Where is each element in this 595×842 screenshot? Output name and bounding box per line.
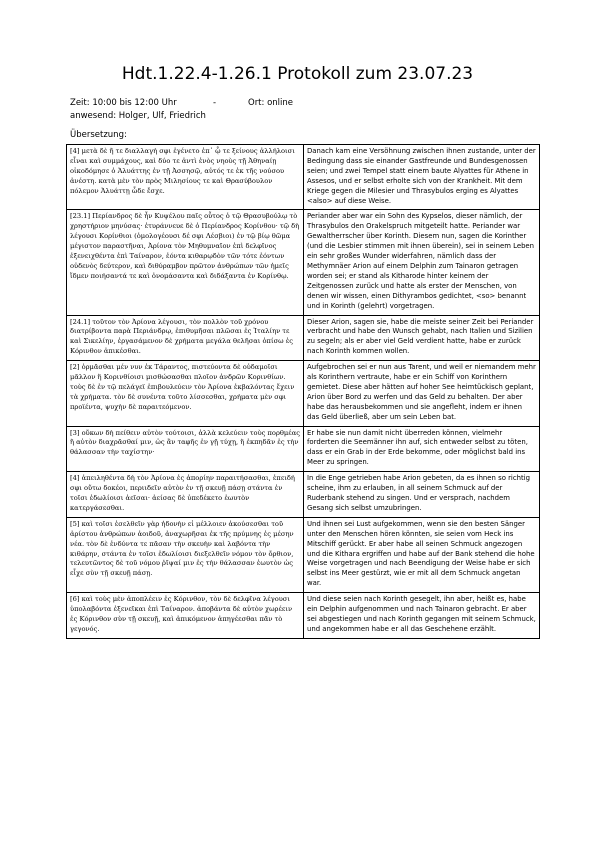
greek-text-cell: [4] ἀπειληθέντα δὴ τὸν Ἀρίονα ἐς ἀπορίην παραιτήσασθαι, ἐπειδή σφι οὕτω δοκέοι, περιιδεῖν αὐτὸν ἐν τῇ σκευῇ πάσῃ στάντα ἐν τοῖσι ἑδωλίοισι ἀεῖσαι· ἀείσας δὲ ὑπεδέκετο ἑωυτὸν κατεργάσεσθαι. bbox=[67, 472, 304, 518]
table-row bbox=[67, 517, 540, 592]
section-heading-translation: Übersetzung: bbox=[70, 130, 127, 140]
greek-text-cell: [4] μετὰ δὲ ἤ τε διαλλαγή σφι ἐγένετο ἐπ᾽ ᾧ τε ξείνους ἀλλήλοισι εἶναι καὶ συμμάχους, καὶ δύο τε ἀντὶ ἑνὸς νηοὺς τῇ Ἀθηναίῃ οἰκοδόμησε ὁ Ἀλυάττης ἐν τῇ Ἀσσησῷ, αὐτός τε ἐκ τῆς νούσου ἀνέστη. κατὰ μὲν τὸν πρὸς Μιλησίους τε καὶ Θρασύβουλον πόλεμον Ἀλυάττῃ ὧδε ἔσχε. bbox=[67, 145, 304, 210]
greek-text-cell: [3] οὔκων δὴ πείθειν αὐτὸν τούτοισι, ἀλλὰ κελεύειν τοὺς πορθμέας ἢ αὐτὸν διαχρᾶσθαί μιν, ὡς ἂν ταφῆς ἐν γῇ τύχῃ, ἢ ἐκπηδᾶν ἐς τὴν θάλασσαν τὴν ταχίστην· bbox=[67, 426, 304, 472]
meta-line-time-place bbox=[70, 98, 293, 108]
german-translation-cell: Und ihnen sei Lust aufgekommen, wenn sie den besten Sänger unter den Menschen hören könnten, sie seien vom Heck ins Mitschiff gerückt. Er aber habe all seinen Schmuck angezogen und die Kithara ergriffen und habe auf der Bank stehend die hohe Weise vorgetragen und nach Beendigung der Weise habe er sich selbst ins Meer gestürzt, wie er mit all dem Schmuck angetan war. bbox=[304, 517, 540, 592]
table-row bbox=[67, 593, 540, 639]
german-translation-cell: Periander aber war ein Sohn des Kypselos, dieser nämlich, der Thrasybulos den Orakelspruch mitgeteilt hatte. Periander war Gewaltherrscher über Korinth. Diesem nun, sagen die Korinther (und die Lesbier stimmen mit ihnen überein), sei in seinem Leben ein sehr großes Wunder widerfahren, nämlich dass der Methymnäer Arion auf einem Delphin zum Tainaron getragen worden sei; er stand als Kitharode hinter keinem der Zeitgenossen zurück und hatte als erster der Menschen, von denen wir wissen, einen Dithyrambos gedichtet, <so> benannt und in Korinth (gelehrt) vorgetragen. bbox=[304, 210, 540, 315]
table-row bbox=[67, 426, 540, 472]
table-row bbox=[67, 361, 540, 426]
greek-text-cell: [5] καὶ τοῖσι ἐσελθεῖν γὰρ ἡδονὴν εἰ μέλλοιεν ἀκούσεσθαι τοῦ ἀρίστου ἀνθρώπων ἀοιδοῦ, ἀναχωρῆσαι ἐκ τῆς πρύμνης ἐς μέσην νέα. τὸν δὲ ἐνδύντα τε πᾶσαν τὴν σκευὴν καὶ λαβόντα τὴν κιθάρην, στάντα ἐν τοῖσι ἑδωλίοισι διεξελθεῖν νόμον τὸν ὄρθιον, τελευτῶντος δὲ τοῦ νόμου ῥῖψαί μιν ἐς τὴν θάλασσαν ἑωυτὸν ὡς εἶχε σὺν τῇ σκευῇ πάσῃ. bbox=[67, 517, 304, 592]
table-row bbox=[67, 472, 540, 518]
german-translation-cell: Er habe sie nun damit nicht überreden können, vielmehr forderten die Seemänner ihn auf, sich entweder selbst zu töten, dass er ein Grab in der Erde bekomme, oder möglichst bald ins Meer zu springen. bbox=[304, 426, 540, 472]
table-row bbox=[67, 145, 540, 210]
german-translation-cell: Dieser Arion, sagen sie, habe die meiste seiner Zeit bei Periander verbracht und habe den Wunsch gehabt, nach Italien und Sizilien zu segeln; als er aber viel Geld verdient hatte, habe er zurück nach Korinth kommen wollen. bbox=[304, 315, 540, 361]
german-translation-cell: In die Enge getrieben habe Arion gebeten, da es ihnen so richtig scheine, ihm zu erlauben, in all seinem Schmuck auf der Ruderbank stehend zu singen. Und er versprach, nachdem Gesang sich selbst umzubringen. bbox=[304, 472, 540, 518]
greek-text-cell: [2] ὁρμᾶσθαι μέν νυν ἐκ Τάραντος, πιστεύοντα δὲ οὐδαμοῖσι μᾶλλον ἢ Κορινθίοισι μισθώσασθαι πλοῖον ἀνδρῶν Κορινθίων. τοὺς δὲ ἐν τῷ πελάγεϊ ἐπιβουλεύειν τὸν Ἀρίονα ἐκβαλόντας ἔχειν τὰ χρήματα. τὸν δὲ συνέντα τοῦτο λίσσεσθαι, χρήματα μὲν σφι προϊέντα, ψυχὴν δὲ παραιτεόμενον. bbox=[67, 361, 304, 426]
meta-place: Ort: online bbox=[248, 98, 294, 108]
german-translation-cell: Und diese seien nach Korinth gesegelt, ihn aber, heißt es, habe ein Delphin aufgenommen und nach Tainaron gebracht. Er aber sei abgestiegen und nach Korinth gegangen mit seinem Schmuck, und angekommen habe er all das Geschehene erzählt. bbox=[304, 593, 540, 639]
german-translation-cell: Danach kam eine Versöhnung zwischen ihnen zustande, unter der Bedingung dass sie einander Gastfreunde und Bundesgenossen seien; und zwei Tempel statt einem baute Alyattes für Athene in Assesos, und er selbst erholte sich von der Krankheit. Mit dem Kriege gegen die Milesier und Thrasybulos erging es Alyattes <also> auf diese Weise. bbox=[304, 145, 540, 210]
meta-time: Zeit: 10:00 bis 12:00 Uhr bbox=[70, 98, 177, 108]
greek-text-cell: [23.1] Περίανδρος δὲ ἦν Κυψέλου παῖς οὗτος ὁ τῷ Θρασυβούλῳ τὸ χρηστήριον μηνύσας· ἐτυράννευε δὲ ὁ Περίανδρος Κορίνθου· τῷ δὴ λέγουσι Κορίνθιοι (ὁμολογέουσι δέ σφι Λέσβιοι) ἐν τῷ βίῳ θῶμα μέγιστον παραστῆναι, Ἀρίονα τὸν Μηθυμναῖον ἐπὶ δελφῖνος ἐξενειχθέντα ἐπὶ Ταίναρον, ἐόντα κιθαρῳδὸν τῶν τότε ἐόντων οὐδενὸς δεύτερον, καὶ διθύραμβον πρῶτον ἀνθρώπων τῶν ἡμεῖς ἴδμεν ποιήσαντά τε καὶ ὀνομάσαντα καὶ διδάξαντα ἐν Κορίνθῳ. bbox=[67, 210, 304, 315]
page-title: Hdt.1.22.4-1.26.1 Protokoll zum 23.07.23 bbox=[121, 64, 474, 84]
german-translation-cell: Aufgebrochen sei er nun aus Tarent, und weil er niemandem mehr als Korinthern vertraute, habe er ein Schiff von Korinthern gemietet. Diese aber hätten auf hoher See heimtückisch geplant, Arion über Bord zu werfen und das Geld zu behalten. Der aber habe das herausbekommen und sie angefleht, indem er ihnen das Geld überließ, aber um sein Leben bat. bbox=[304, 361, 540, 426]
meta-dash: - bbox=[213, 98, 217, 108]
meta-attendees: anwesend: Holger, Ulf, Friedrich bbox=[70, 111, 206, 121]
greek-text-cell: [24.1] τοῦτον τὸν Ἀρίονα λέγουσι, τὸν πολλὸν τοῦ χρόνου διατρίβοντα παρὰ Περιάνδρῳ, ἐπιθυμῆσαι πλῶσαι ἐς Ἰταλίην τε καὶ Σικελίην, ἐργασάμενον δὲ χρήματα μεγάλα θελῆσαι ὀπίσω ἐς Κόρινθον ἀπικέσθαι. bbox=[67, 315, 304, 361]
table-row bbox=[67, 315, 540, 361]
greek-text-cell: [6] καὶ τοὺς μὲν ἀποπλέειν ἐς Κόρινθον, τὸν δὲ δελφῖνα λέγουσι ὑπολαβόντα ἐξενεῖκαι ἐπὶ Ταίναρον. ἀποβάντα δὲ αὐτὸν χωρέειν ἐς Κόρινθον σὺν τῇ σκευῇ, καὶ ἀπικόμενον ἀπηγέεσθαι πᾶν τὸ γεγονός. bbox=[67, 593, 304, 639]
translation-table bbox=[66, 144, 540, 639]
table-row bbox=[67, 210, 540, 315]
